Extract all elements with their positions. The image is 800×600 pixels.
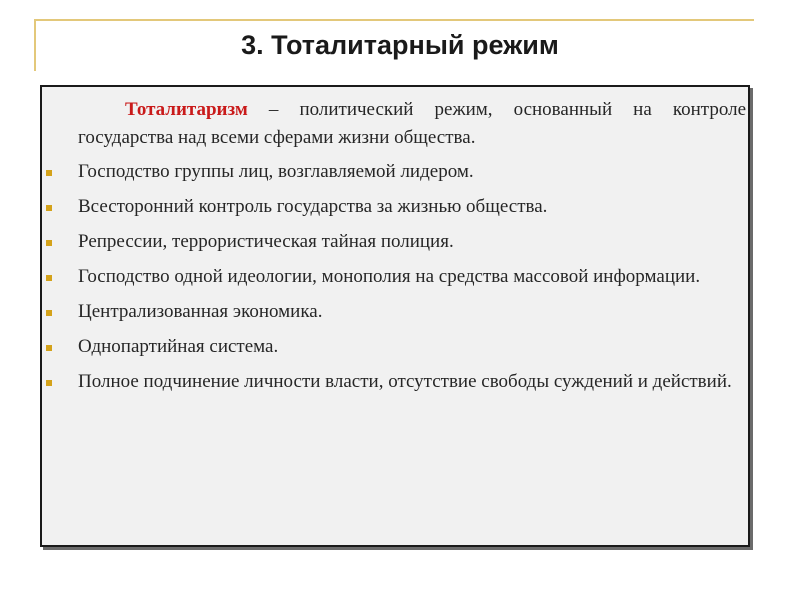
square-bullet-icon	[46, 345, 52, 351]
intro-paragraph	[78, 96, 746, 152]
list-item	[78, 263, 746, 291]
list-item-text: Полное подчинение личности власти, отсутствие свободы суждений и действий.	[78, 371, 732, 392]
intro-term: Тоталитаризм	[125, 99, 248, 120]
title-top-rule	[34, 19, 754, 21]
list-item-text: Централизованная экономика.	[78, 301, 323, 322]
list-item	[78, 298, 746, 326]
list-item-text: Господство группы лиц, возглавляемой лидером.	[78, 161, 474, 182]
slide-title: 3. Тоталитарный режим	[241, 30, 559, 60]
list-item-text: Репрессии, террористическая тайная полиция.	[78, 231, 454, 252]
list-item	[78, 158, 746, 186]
content-text	[78, 96, 746, 403]
bullet-list	[78, 158, 746, 396]
square-bullet-icon	[46, 380, 52, 386]
square-bullet-icon	[46, 275, 52, 281]
list-item	[78, 368, 746, 396]
square-bullet-icon	[46, 240, 52, 246]
list-item-text: Всесторонний контроль государства за жизнью общества.	[78, 196, 548, 217]
list-item-text: Господство одной идеологии, монополия на средства массовой информации.	[78, 266, 701, 287]
square-bullet-icon	[46, 205, 52, 211]
list-item	[78, 228, 746, 256]
intro-definition: – политический режим, основанный на контроле государства над всеми сферами жизни общества.	[78, 99, 746, 148]
list-item	[78, 193, 746, 221]
square-bullet-icon	[46, 310, 52, 316]
list-item	[78, 333, 746, 361]
list-item-text: Однопартийная система.	[78, 336, 279, 357]
square-bullet-icon	[46, 170, 52, 176]
